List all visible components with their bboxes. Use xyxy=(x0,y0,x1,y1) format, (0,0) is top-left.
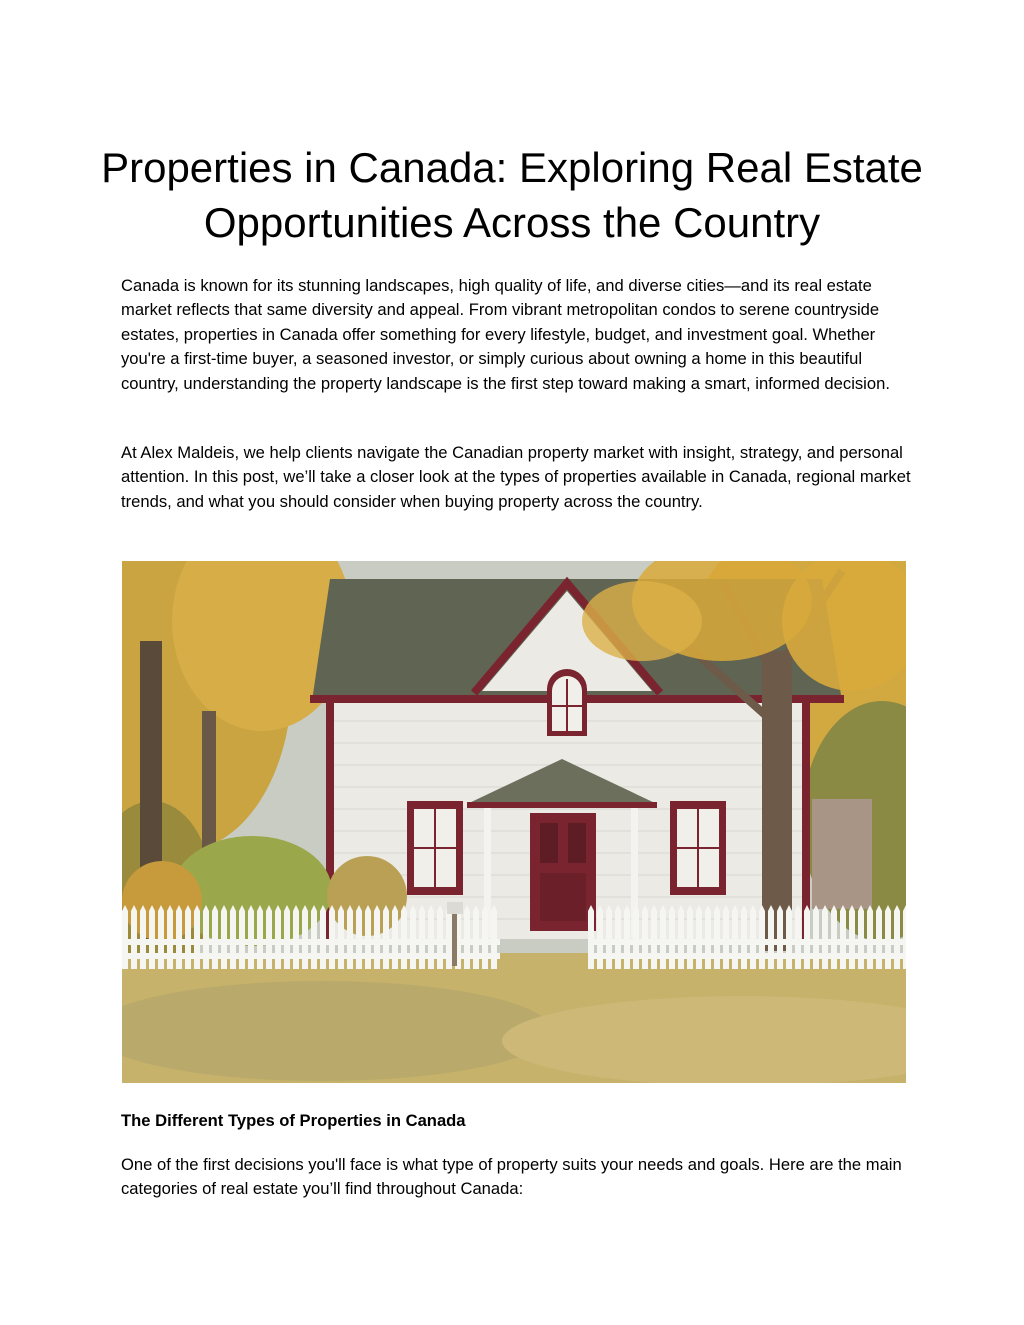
house-photo xyxy=(122,561,906,1083)
section-heading: The Different Types of Properties in Canada xyxy=(121,1111,466,1130)
page-title: Properties in Canada: Exploring Real Estate Opportunities Across the Country xyxy=(101,144,923,246)
company-intro-paragraph: At Alex Maldeis, we help clients navigate the Canadian property market with insight, strategy, and personal attention. In this post, we’ll take a closer look at the types of properties available in Canada, regional market trends, and what you should consider when buying property across the country. xyxy=(121,443,911,511)
section-paragraph: One of the first decisions you'll face is what type of property suits your needs and goals. Here are the main categories of real estate you’ll find throughout Canada: xyxy=(121,1155,902,1199)
intro-paragraph: Canada is known for its stunning landscapes, high quality of life, and diverse cities—and its real estate market reflects that same diversity and appeal. From vibrant metropolitan condos to serene countryside estates, properties in Canada offer something for every lifestyle, budget, and investment goal. Whether you're a first-time buyer, a seasoned investor, or simply curious about owning a home in this beautiful country, understanding the property landscape is the first step toward making a smart, informed decision. xyxy=(121,276,890,393)
